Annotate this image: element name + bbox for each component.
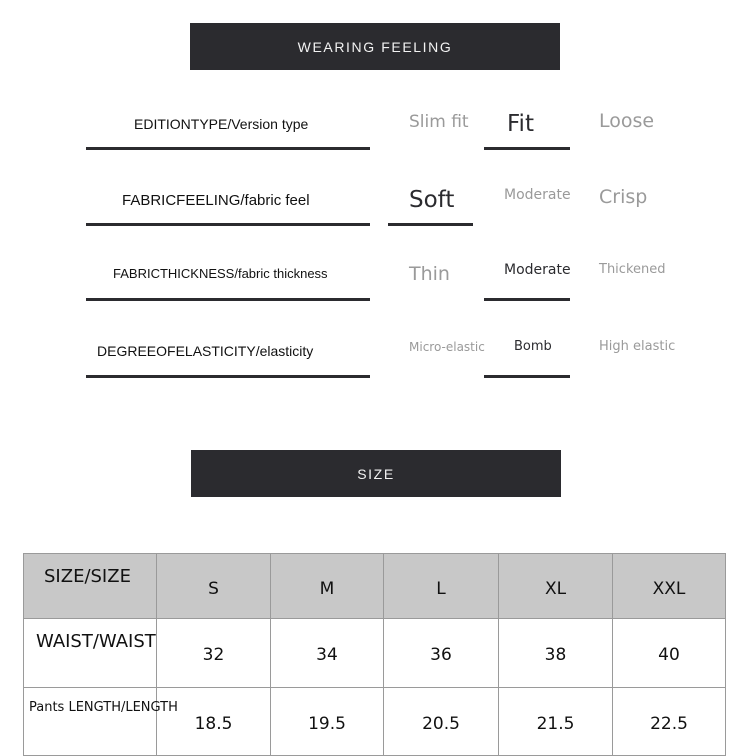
version-type-label: EDITIONTYPE/Version type xyxy=(134,116,309,132)
size-header-cell: L xyxy=(384,554,499,619)
table-row-length xyxy=(24,688,726,756)
option-moderate-selected: Moderate xyxy=(504,262,571,278)
waist-cell: 34 xyxy=(271,619,384,688)
elasticity-underline xyxy=(86,375,370,378)
waist-cell: 40 xyxy=(613,619,726,688)
waist-cell: 32 xyxy=(157,619,271,688)
fabric-thickness-underline xyxy=(86,298,370,301)
size-header-label: SIZE/SIZE xyxy=(24,554,157,619)
size-banner xyxy=(191,450,561,497)
wearing-feeling-banner xyxy=(190,23,560,70)
size-header-cell: XXL xyxy=(613,554,726,619)
option-thickened: Thickened xyxy=(599,262,666,277)
version-type-underline xyxy=(86,147,370,150)
size-header-cell: XL xyxy=(499,554,613,619)
wearing-feeling-title: WEARING FEELING xyxy=(297,38,453,55)
option-soft-selected: Soft xyxy=(409,187,455,213)
length-cell: 20.5 xyxy=(384,688,499,756)
length-cell: 19.5 xyxy=(271,688,384,756)
option-moderate-underline xyxy=(484,298,570,301)
size-header-cell: S xyxy=(157,554,271,619)
size-table xyxy=(23,553,726,756)
fabric-thickness-label: FABRICTHICKNESS/fabric thickness xyxy=(113,266,328,281)
option-high-elastic: High elastic xyxy=(599,339,676,354)
size-title: SIZE xyxy=(357,465,395,482)
option-slim-fit: Slim fit xyxy=(409,112,469,132)
option-fit-underline xyxy=(484,147,570,150)
waist-cell: 36 xyxy=(384,619,499,688)
size-header-cell: M xyxy=(271,554,384,619)
elasticity-label: DEGREEOFELASTICITY/elasticity xyxy=(97,343,314,359)
option-loose: Loose xyxy=(599,110,655,132)
option-bomb-selected: Bomb xyxy=(514,339,552,354)
length-cell: 22.5 xyxy=(613,688,726,756)
waist-label: WAIST/WAIST xyxy=(24,619,157,688)
option-soft-underline xyxy=(388,223,473,226)
length-cell: 21.5 xyxy=(499,688,613,756)
option-bomb-underline xyxy=(484,375,570,378)
table-row-waist xyxy=(24,619,726,688)
waist-cell: 38 xyxy=(499,619,613,688)
option-thin: Thin xyxy=(409,263,450,285)
length-cell: 18.5 xyxy=(157,688,271,756)
size-header-row xyxy=(24,554,726,619)
fabric-feel-label: FABRICFEELING/fabric feel xyxy=(122,192,310,209)
option-micro-elastic: Micro-elastic xyxy=(409,340,485,354)
option-fit-selected: Fit xyxy=(507,111,534,137)
fabric-feel-underline xyxy=(86,223,370,226)
option-moderate: Moderate xyxy=(504,187,571,203)
option-crisp: Crisp xyxy=(599,186,648,208)
length-label: Pants LENGTH/LENGTH xyxy=(24,688,157,756)
